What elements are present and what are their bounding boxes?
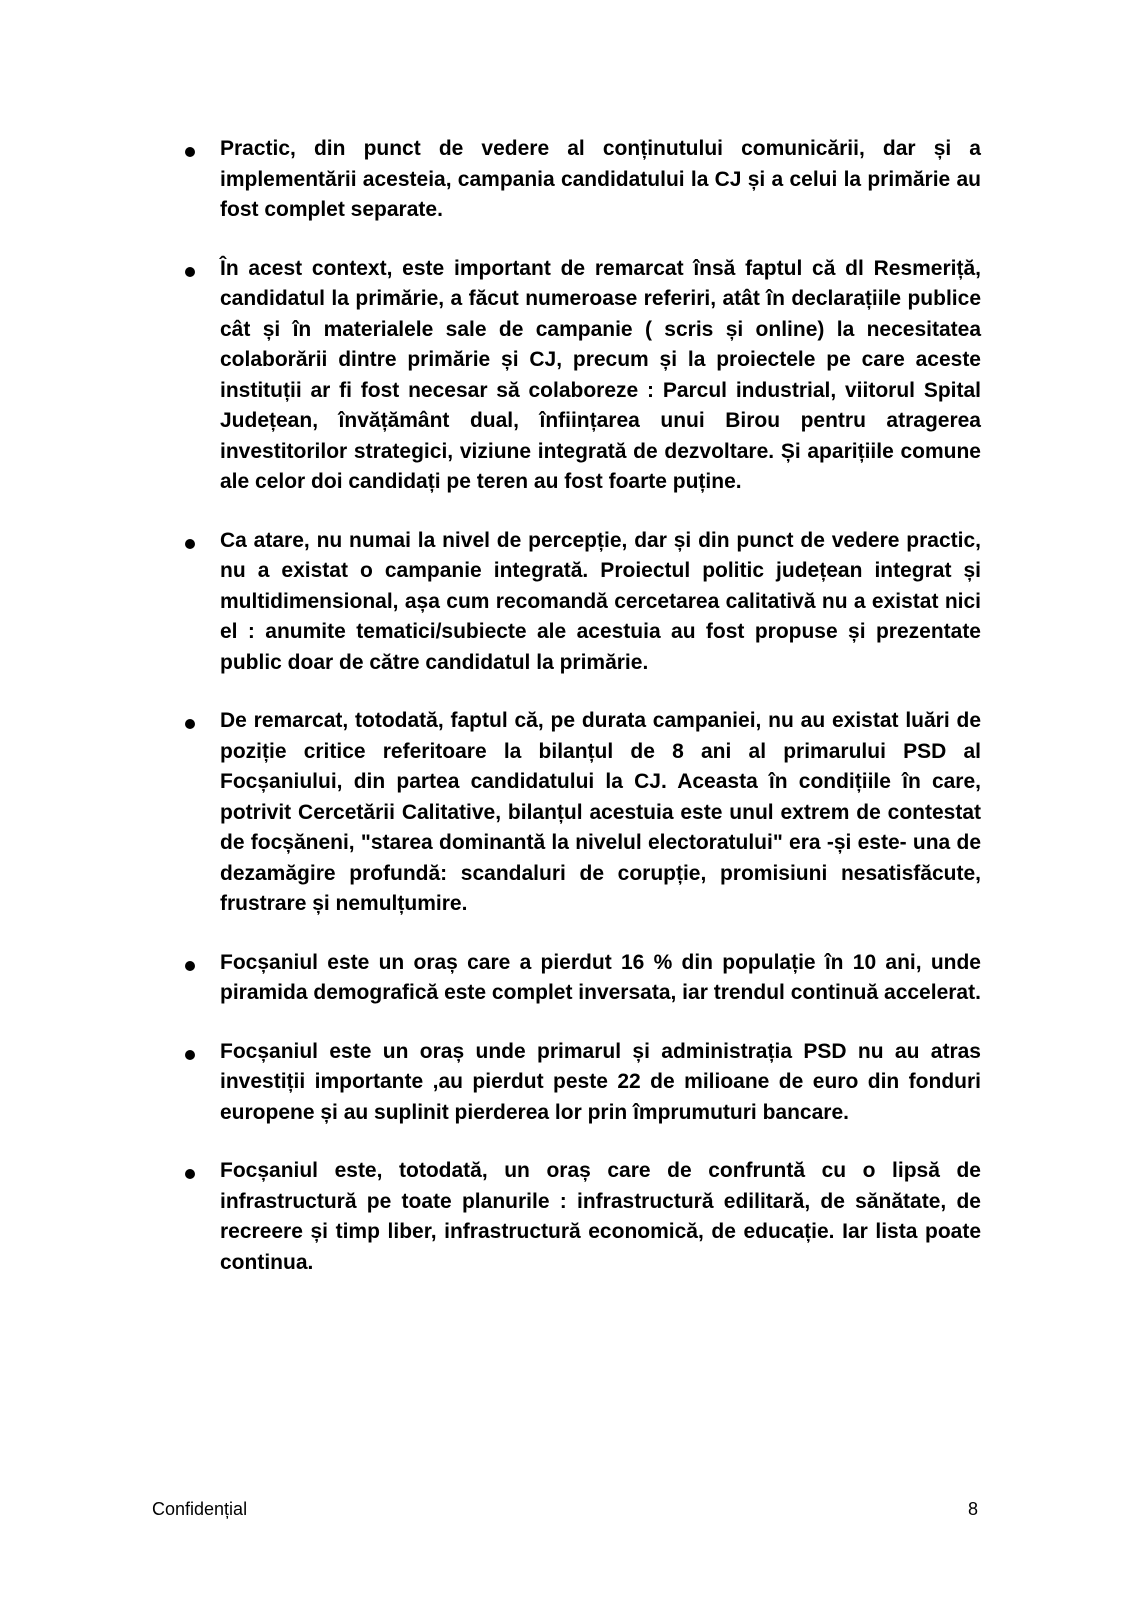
list-item <box>185 254 981 498</box>
bullet-icon <box>185 267 195 277</box>
paragraph-text: Practic, din punct de vedere al conținutului comunicării, dar și a implementării acesteia, campania candidatului la CJ și a celui la primărie au fost complet separate. <box>220 137 981 221</box>
bullet-icon <box>185 961 195 971</box>
paragraph-text: De remarcat, totodată, faptul că, pe durata campaniei, nu au existat luări de poziție critice referitoare la bilanțul de 8 ani al primarului PSD al Focșaniului, din partea candidatului la CJ. Aceasta în condițiile în care, potrivit Cercetării Calitative, bilanțul acestuia este unul extrem de contestat de focșăneni, "starea dominantă la nivelul electoratului" era -și este- una de dezamăgire profundă: scandaluri de corupție, promisiuni nesatisfăcute, frustrare și nemulțumire. <box>220 709 981 915</box>
paragraph-text: Focșaniul este un oraș care a pierdut 16 % din populație în 10 ani, unde piramida demografică este complet inversata, iar trendul continuă accelerat. <box>220 950 981 1004</box>
paragraph-text: În acest context, este important de remarcat însă faptul că dl Resmeriță, candidatul la primărie, a făcut numeroase referiri, atât în declarațiile publice cât și în materialele sale de campanie ( scris și online) la necesitatea colaborării dintre primărie și CJ, precum și la proiectele pe care aceste instituții ar fi fost necesar să colaboreze : Parcul industrial, viitorul Spital Județean, învățământ dual, înființarea unui Birou pentru atragerea investitorilor strategici, viziune integrată de dezvoltare. Și aparițiile comune ale celor doi candidați pe teren au fost foarte puține. <box>220 256 981 493</box>
list-item <box>185 706 981 920</box>
list-item <box>185 1037 981 1129</box>
paragraph-text: Ca atare, nu numai la nivel de percepție, dar și din punct de vedere practic, nu a existat o campanie integrată. Proiectul politic județean integrat și multidimensional, așa cum recomandă cercetarea calitativă nu a existat nici el : anumite tematici/subiecte ale acestuia au fost propuse și prezentate public doar de către candidatul la primărie. <box>220 528 981 674</box>
list-item <box>185 1156 981 1278</box>
bullet-icon <box>185 1169 195 1179</box>
footer-confidential-label: Confidențial <box>152 1499 248 1519</box>
list-item <box>185 948 981 1009</box>
bullet-icon <box>185 147 195 157</box>
list-item <box>185 526 981 679</box>
bullet-icon <box>185 1050 195 1060</box>
bullet-list <box>185 134 981 1306</box>
paragraph-text: Focșaniul este, totodată, un oraș care de confruntă cu o lipsă de infrastructură pe toate planurile : infrastructură edilitară, de sănătate, de recreere și timp liber, infrastructură economică, de educație. Iar lista poate continua. <box>220 1159 981 1274</box>
page-number: 8 <box>968 1499 979 1519</box>
bullet-icon <box>185 719 195 729</box>
paragraph-text: Focșaniul este un oraș unde primarul și administrația PSD nu au atras investiții importante ,au pierdut peste 22 de milioane de euro din fonduri europene și au suplinit pierderea lor prin împrumuturi bancare. <box>220 1039 981 1124</box>
bullet-icon <box>185 539 195 549</box>
list-item <box>185 134 981 226</box>
